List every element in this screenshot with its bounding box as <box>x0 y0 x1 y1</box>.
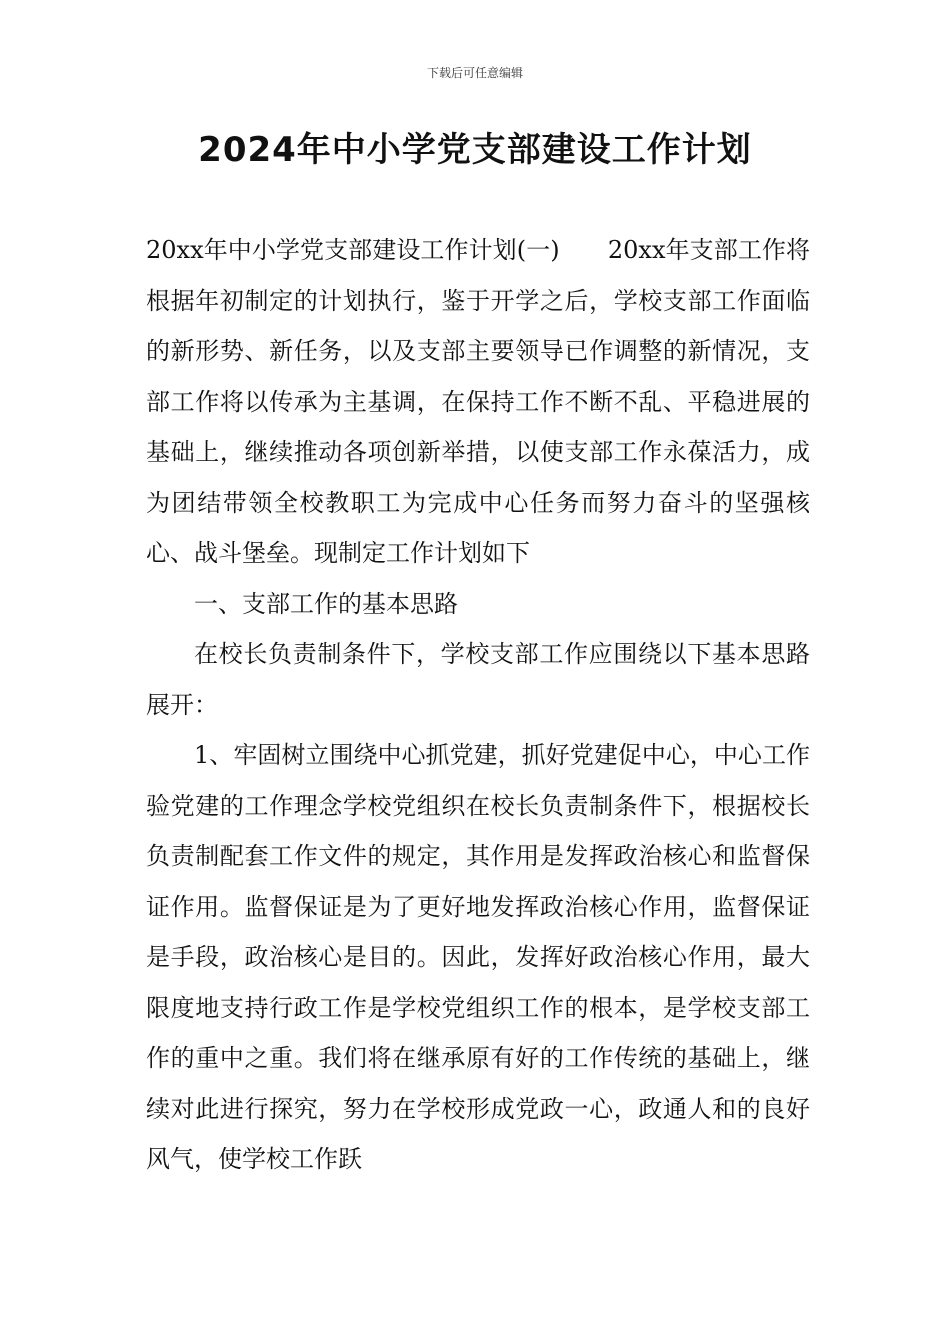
paragraph-basic-ideas: 在校长负责制条件下，学校支部工作应围绕以下基本思路展开： <box>146 640 810 719</box>
document-title: 2024年中小学党支部建设工作计划 <box>198 130 752 170</box>
document-body <box>146 225 810 1185</box>
section-heading-1: 一、支部工作的基本思路 <box>194 589 458 618</box>
paragraph-point-1: 1、牢固树立围绕中心抓党建，抓好党建促中心，中心工作验党建的工作理念学校党组织在校长负责制条件下，根据校长负责制配套工作文件的规定，其作用是发挥政治核心和监督保证作用。监督保证是为了更好地发挥政治核心作用，监督保证是手段，政治核心是目的。因此，发挥好政治核心作用，最大限度地支持行政工作是学校党组织工作的根本，是学校支部工作的重中之重。我们将在继承原有好的工作传统的基础上，继续对此进行探究，努力在学校形成党政一心，政通人和的良好风气，使学校工作跃 <box>146 741 810 1173</box>
header-note: 下载后可任意编辑 <box>426 66 523 80</box>
paragraph-intro: 20xx年中小学党支部建设工作计划(一) 20xx年支部工作将根据年初制定的计划执行，鉴于开学之后，学校支部工作面临的新形势、新任务，以及支部主要领导已作调整的新情况，支部工作将以传承为主基调，在保持工作不断不乱、平稳进展的基础上，继续推动各项创新举措，以使支部工作永葆活力，成为团结带领全校教职工为完成中心任务而努力奋斗的坚强核心、战斗堡垒。现制定工作计划如下 <box>146 236 810 567</box>
